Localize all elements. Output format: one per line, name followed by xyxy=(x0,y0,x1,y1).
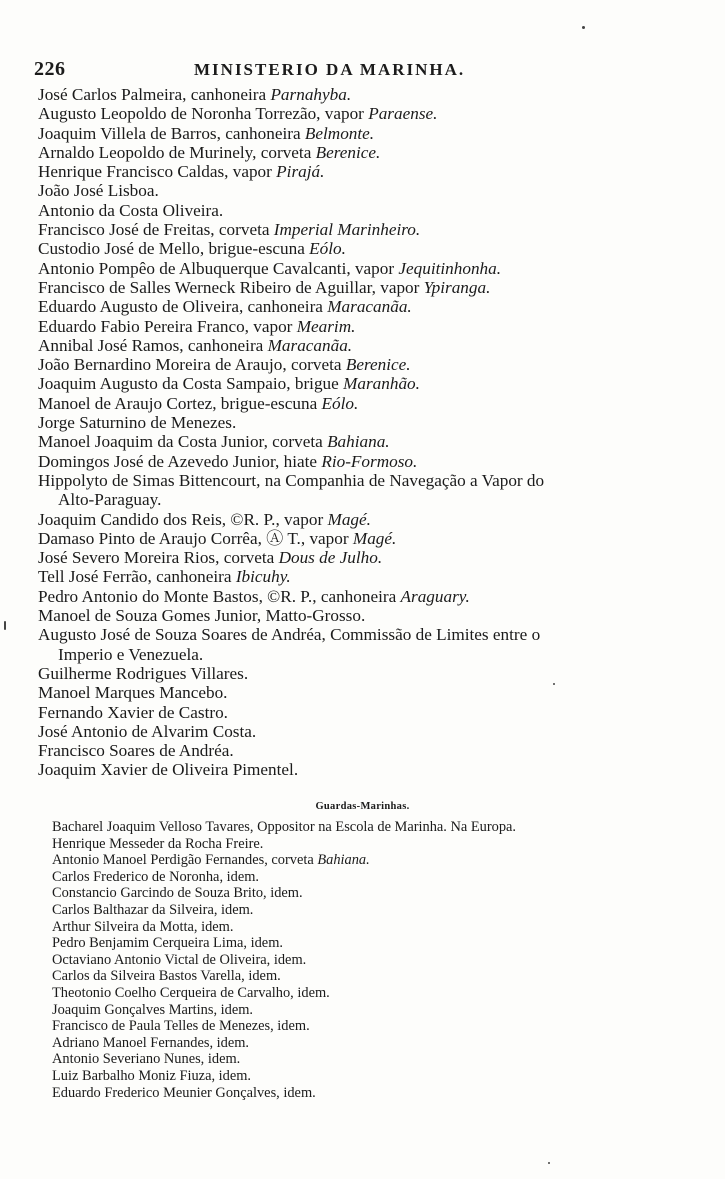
vessel-name: Maranhão. xyxy=(343,374,420,394)
officer-entry xyxy=(38,239,688,258)
officer-entry xyxy=(38,432,688,451)
guarda-marinha-entry xyxy=(52,869,692,886)
vessel-name: Belmonte. xyxy=(304,123,375,143)
entry-text: Damaso Pinto de Araujo Corrêa, Ⓐ T., vapor xyxy=(38,528,353,548)
entry-text: Carlos da Silveira Bastos Varella, idem. xyxy=(52,968,281,985)
entry-text: Antonio da Costa Oliveira. xyxy=(38,200,224,220)
section-heading-guardas-marinhas: Guardas-Marinhas. xyxy=(315,801,410,812)
guarda-marinha-entry xyxy=(52,836,692,853)
vessel-name: Dous de Julho. xyxy=(278,548,383,568)
entry-text: Octaviano Antonio Victal de Oliveira, idem. xyxy=(52,951,307,968)
officer-entry xyxy=(38,587,688,606)
officer-entry xyxy=(38,85,688,104)
guarda-marinha-entry xyxy=(52,1035,692,1052)
entry-text: Arnaldo Leopoldo de Murinely, corveta xyxy=(38,142,316,162)
entry-text: Joaquim Candido dos Reis, ©R. P., vapor xyxy=(38,509,328,529)
entry-text: Joaquim Gonçalves Martins, idem. xyxy=(52,1001,254,1018)
vessel-name: Maracanãa. xyxy=(327,297,412,317)
vessel-name: Bahiana. xyxy=(317,852,370,869)
entry-text: Tell José Ferrão, canhoneira xyxy=(38,567,236,587)
officer-list xyxy=(38,85,688,780)
entry-text: Carlos Frederico de Noronha, idem. xyxy=(52,868,260,885)
officer-entry xyxy=(38,259,688,278)
entry-text: Henrique Francisco Caldas, vapor xyxy=(38,162,277,182)
entry-text: Manoel Marques Mancebo. xyxy=(38,683,228,703)
officer-entry xyxy=(38,413,688,432)
entry-text: Joaquim Augusto da Costa Sampaio, brigue xyxy=(38,374,344,394)
guardas-marinhas-list xyxy=(52,819,692,1101)
vessel-name: Ibicuhy. xyxy=(235,567,291,587)
entry-text: Antonio Manoel Perdigão Fernandes, corveta xyxy=(52,852,318,869)
entry-text: Annibal José Ramos, canhoneira xyxy=(38,335,268,355)
officer-entry xyxy=(38,529,688,548)
guarda-marinha-entry xyxy=(52,885,692,902)
vessel-name: Imperial Marinheiro. xyxy=(273,220,421,240)
entry-text: José Severo Moreira Rios, corveta xyxy=(38,548,279,568)
officer-entry xyxy=(38,510,688,529)
entry-text: Joaquim Villela de Barros, canhoneira xyxy=(38,123,305,143)
officer-entry xyxy=(38,625,688,664)
entry-text: José Carlos Palmeira, canhoneira xyxy=(38,85,271,104)
entry-continuation: Alto-Paraguay. xyxy=(58,490,162,510)
ink-speck xyxy=(548,1162,550,1164)
officer-entry xyxy=(38,394,688,413)
entry-text: Eduardo Fabio Pereira Franco, vapor xyxy=(38,316,297,336)
entry-text: Hippolyto de Simas Bittencourt, na Companhia de Navegação a Vapor do xyxy=(38,470,545,490)
entry-text: Henrique Messeder da Rocha Freire. xyxy=(52,835,264,852)
vessel-name: Eólo. xyxy=(309,239,346,259)
entry-text: Francisco Soares de Andréa. xyxy=(38,741,234,761)
entry-text: Guilherme Rodrigues Villares. xyxy=(38,663,249,683)
officer-entry xyxy=(38,201,688,220)
guarda-marinha-entry xyxy=(52,952,692,969)
guarda-marinha-entry xyxy=(52,819,692,836)
entry-text: Domingos José de Azevedo Junior, hiate xyxy=(38,451,322,471)
entry-text: Arthur Silveira da Motta, idem. xyxy=(52,918,234,935)
guarda-marinha-entry xyxy=(52,985,692,1002)
guarda-marinha-entry xyxy=(52,1002,692,1019)
officer-entry xyxy=(38,741,688,760)
running-head-title: MINISTERIO DA MARINHA. xyxy=(194,60,466,79)
entry-text: Francisco de Salles Werneck Ribeiro de Aguillar, vapor xyxy=(38,277,424,297)
officer-entry xyxy=(38,124,688,143)
entry-text: Joaquim Xavier de Oliveira Pimentel. xyxy=(38,760,299,780)
entry-text: Custodio José de Mello, brigue-escuna xyxy=(38,239,310,259)
ink-speck xyxy=(582,26,585,29)
guarda-marinha-entry xyxy=(52,935,692,952)
vessel-name: Ypiranga. xyxy=(423,277,491,297)
entry-text: Fernando Xavier de Castro. xyxy=(38,702,228,722)
entry-text: Antonio Severiano Nunes, idem. xyxy=(52,1051,241,1068)
officer-entry xyxy=(38,703,688,722)
guarda-marinha-entry xyxy=(52,919,692,936)
entry-text: Manoel Joaquim da Costa Junior, corveta xyxy=(38,432,328,452)
officer-entry xyxy=(38,220,688,239)
entry-text: Carlos Balthazar da Silveira, idem. xyxy=(52,901,254,918)
officer-entry xyxy=(38,355,688,374)
entry-text: Augusto José de Souza Soares de Andréa, Commissão de Limites entre o xyxy=(38,625,541,645)
entry-text: Antonio Pompêo de Albuquerque Cavalcanti, vapor xyxy=(38,258,399,278)
officer-entry xyxy=(38,683,688,702)
vessel-name: Bahiana. xyxy=(327,432,390,452)
officer-entry xyxy=(38,278,688,297)
entry-text: Pedro Benjamim Cerqueira Lima, idem. xyxy=(52,935,283,952)
ink-speck xyxy=(553,683,555,685)
guarda-marinha-entry xyxy=(52,1018,692,1035)
guarda-marinha-entry xyxy=(52,902,692,919)
vessel-name: Maracanãa. xyxy=(267,335,353,355)
officer-entry xyxy=(38,374,688,393)
entry-text: Theotonio Coelho Cerqueira de Carvalho, idem. xyxy=(52,984,330,1001)
officer-entry xyxy=(38,606,688,625)
officer-entry xyxy=(38,452,688,471)
entry-text: Jorge Saturnino de Menezes. xyxy=(38,413,237,433)
vessel-name: Rio-Formoso. xyxy=(321,451,418,471)
vessel-name: Berenice. xyxy=(345,355,411,375)
officer-entry xyxy=(38,317,688,336)
vessel-name: Parnahyba. xyxy=(270,85,352,104)
officer-entry xyxy=(38,143,688,162)
vessel-name: Pirajá. xyxy=(276,162,325,182)
officer-entry xyxy=(38,336,688,355)
officer-entry xyxy=(38,471,688,510)
entry-text: José Antonio de Alvarim Costa. xyxy=(38,721,257,741)
guarda-marinha-entry xyxy=(52,1068,692,1085)
guarda-marinha-entry xyxy=(52,1085,692,1102)
entry-text: Eduardo Frederico Meunier Gonçalves, idem. xyxy=(52,1084,316,1101)
entry-text: Augusto Leopoldo de Noronha Torrezão, vapor xyxy=(38,104,369,124)
vessel-name: Magé. xyxy=(352,528,397,548)
officer-entry xyxy=(38,104,688,123)
officer-entry xyxy=(38,664,688,683)
vessel-name: Berenice. xyxy=(315,142,381,162)
entry-text: Manoel de Souza Gomes Junior, Matto-Grosso. xyxy=(38,606,366,626)
vessel-name: Mearim. xyxy=(296,316,356,336)
page-number: 226 xyxy=(34,58,66,80)
guarda-marinha-entry xyxy=(52,852,692,869)
officer-entry xyxy=(38,297,688,316)
officer-entry xyxy=(38,567,688,586)
entry-text: Adriano Manoel Fernandes, idem. xyxy=(52,1034,250,1051)
entry-text: Luiz Barbalho Moniz Fiuza, idem. xyxy=(52,1067,252,1084)
running-head xyxy=(34,58,504,82)
entry-text: João José Lisboa. xyxy=(38,181,159,201)
officer-entry xyxy=(38,181,688,200)
guarda-marinha-entry xyxy=(52,968,692,985)
ink-speck xyxy=(4,621,6,630)
entry-text: João Bernardino Moreira de Araujo, corveta xyxy=(38,355,346,375)
entry-text: Francisco José de Freitas, corveta xyxy=(38,220,274,240)
vessel-name: Jequitinhonha. xyxy=(398,258,502,278)
vessel-name: Magé. xyxy=(327,509,371,529)
officer-entry xyxy=(38,722,688,741)
officer-entry xyxy=(38,162,688,181)
entry-continuation: Imperio e Venezuela. xyxy=(58,644,204,664)
guarda-marinha-entry xyxy=(52,1051,692,1068)
entry-text: Francisco de Paula Telles de Menezes, idem. xyxy=(52,1018,310,1035)
vessel-name: Araguary. xyxy=(400,586,470,606)
officer-entry xyxy=(38,548,688,567)
entry-text: Manoel de Araujo Cortez, brigue-escuna xyxy=(38,393,322,413)
entry-text: Bacharel Joaquim Velloso Tavares, Oppositor na Escola de Marinha. Na Europa. xyxy=(52,819,517,835)
vessel-name: Paraense. xyxy=(368,104,438,124)
entry-text: Eduardo Augusto de Oliveira, canhoneira xyxy=(38,297,328,317)
entry-text: Pedro Antonio do Monte Bastos, ©R. P., canhoneira xyxy=(38,586,401,606)
entry-text: Constancio Garcindo de Souza Brito, idem. xyxy=(52,885,303,902)
officer-entry xyxy=(38,760,688,779)
vessel-name: Eólo. xyxy=(321,393,359,413)
